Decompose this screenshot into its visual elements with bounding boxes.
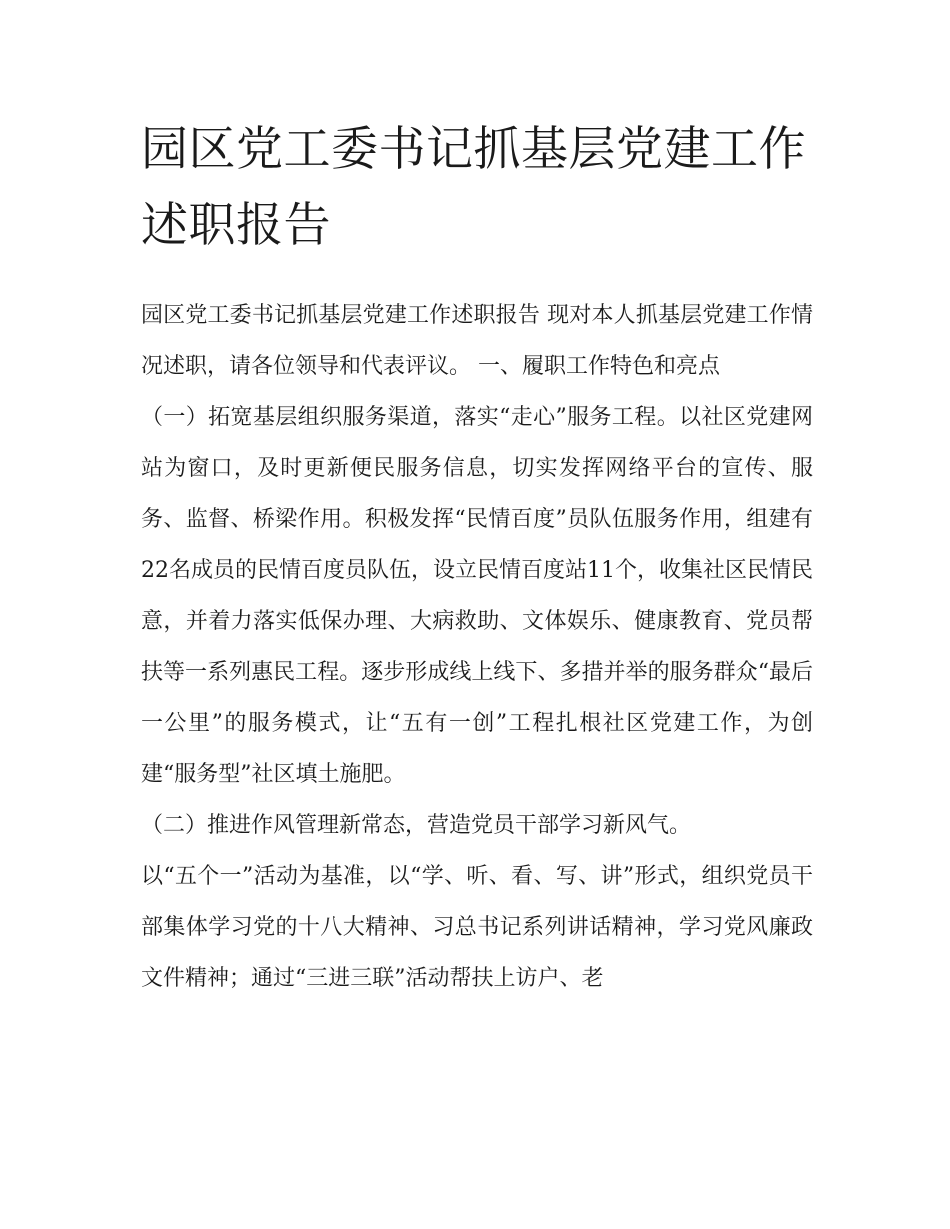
document-title: 园区党工委书记抓基层党建工作述职报告 (141, 122, 806, 253)
paragraph-section-2-heading: （二）推进作风管理新常态，营造党员干部学习新风气。 (141, 813, 692, 838)
paragraph-section-2-body: 以“五个一”活动为基准，以“学、听、看、写、讲”形式，组织党员干部集体学习党的十八大精神、习总书记系列讲话精神，学习党风廉政文件精神；通过“三进三联”活动帮扶上访户、老 (141, 864, 813, 991)
paragraph-intro: 园区党工委书记抓基层党建工作述职报告 现对本人抓基层党建工作情况述职，请各位领导和代表评议。 一、履职工作特色和亮点 (141, 303, 813, 379)
paragraph-section-1: （一）拓宽基层组织服务渠道，落实“走心”服务工程。以社区党建网站为窗口，及时更新便民服务信息，切实发挥网络平台的宣传、服务、监督、桥梁作用。积极发挥“民情百度”员队伍服务作用，组建有22名成员的民情百度员队伍，设立民情百度站11个，收集社区民情民意，并着力落实低保办理、大病救助、文体娱乐、健康教育、党员帮扶等一系列惠民工程。逐步形成线上线下、多措并举的服务群众“最后一公里”的服务模式，让“五有一创”工程扎根社区党建工作，为创建“服务型”社区填土施肥。 (141, 405, 813, 787)
document-page (141, 112, 813, 1004)
